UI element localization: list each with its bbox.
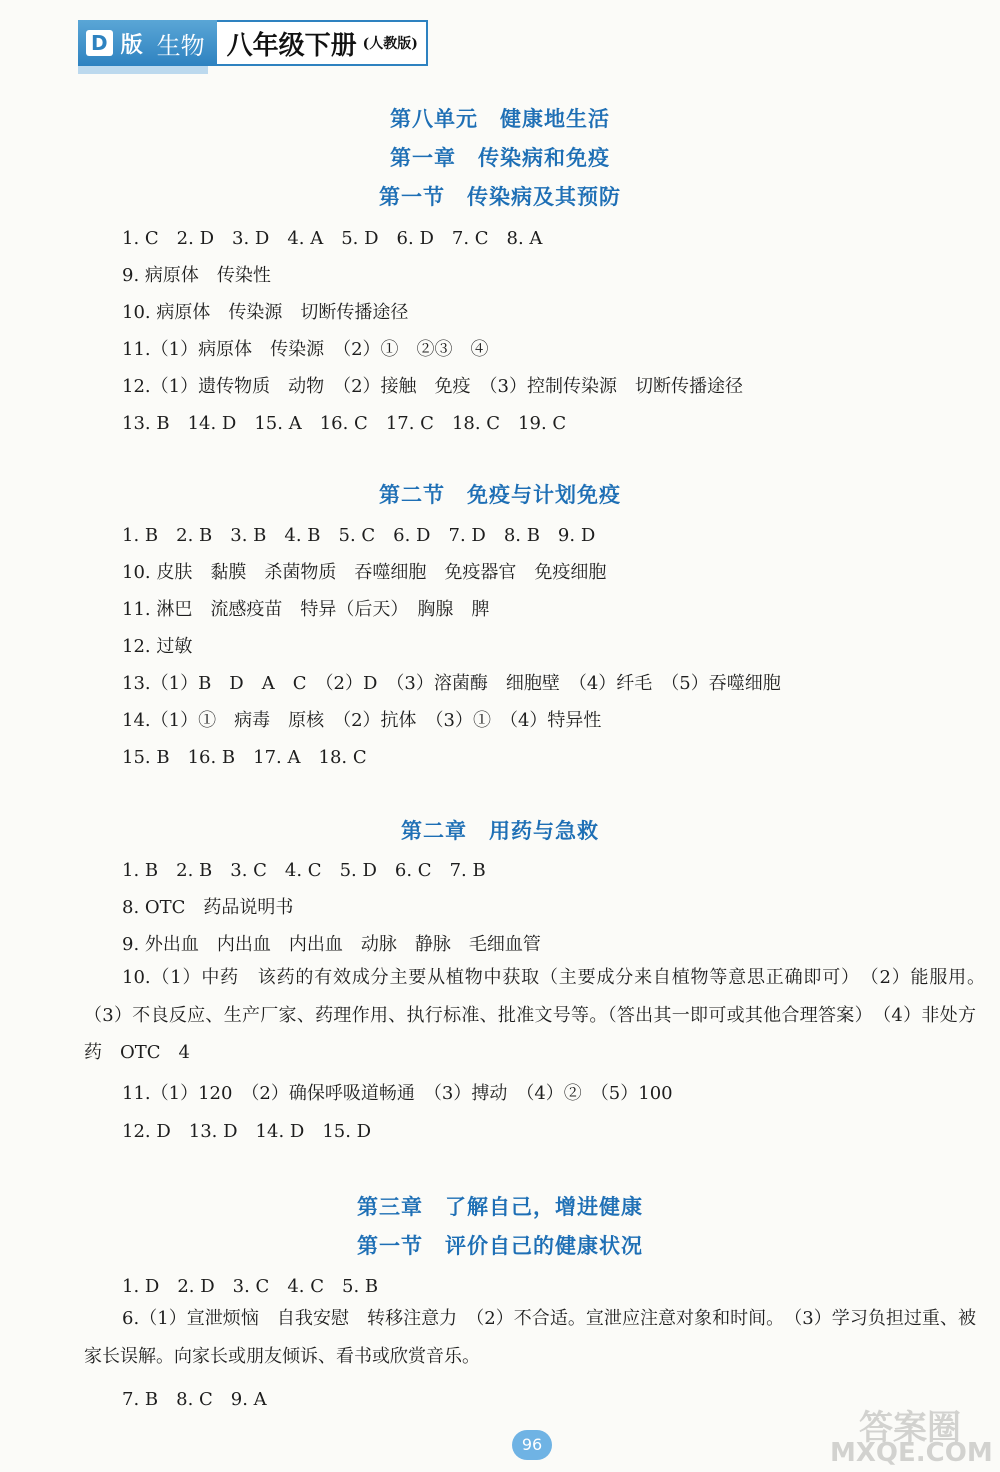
- edition-badge: D: [86, 30, 113, 56]
- answer-line: 14.（1）① 病毒 原核 （2）抗体 （3）① （4）特异性: [122, 710, 602, 731]
- chapter3-heading: 第三章 了解自己，增进健康: [357, 1194, 643, 1219]
- answer-paragraph: 6.（1）宣泄烦恼 自我安慰 转移注意力 （2）不合适。宣泄应注意对象和时间。 （3）学习负担过重、被家长误解。向家长或朋友倾诉、看书或欣赏音乐。: [84, 1308, 976, 1367]
- answer-line: 1. C 2. D 3. D 4. A 5. D 6. D 7. C 8. A: [122, 228, 543, 249]
- answer-line: 12.（1）遗传物质 动物 （2）接触 免疫 （3）控制传染源 切断传播途径: [122, 376, 743, 397]
- section2-heading: 第二节 免疫与计划免疫: [379, 482, 621, 507]
- chapter3-section1-heading: 第一节 评价自己的健康状况: [357, 1233, 643, 1258]
- edition-label: 版: [120, 32, 143, 58]
- answer-line: 1. B 2. B 3. C 4. C 5. D 6. C 7. B: [122, 860, 486, 881]
- book-title-box: [217, 20, 428, 66]
- press-label: (人教版): [362, 36, 418, 52]
- watermark-cn: 答案圈: [859, 1408, 961, 1448]
- answer-line: 11.（1）病原体 传染源 （2）① ②③ ④: [122, 339, 489, 360]
- answer-line: 11.（1）120 （2）确保呼吸道畅通 （3）搏动 （4）② （5）100: [122, 1083, 673, 1104]
- answer-line: 9. 病原体 传染性: [122, 265, 271, 286]
- chapter2-heading: 第二章 用药与急救: [401, 818, 599, 843]
- book-title: 八年级下册: [226, 30, 357, 61]
- section1-heading: 第一节 传染病及其预防: [379, 184, 621, 209]
- header-edition-bar: [78, 20, 217, 66]
- answer-line: 13.（1）B D A C （2）D （3）溶菌酶 细胞壁 （4）纤毛 （5）吞噬细胞: [122, 673, 781, 694]
- subject-label: 生物: [156, 31, 205, 60]
- answer-line: 7. B 8. C 9. A: [122, 1389, 267, 1410]
- answer-line: 10. 病原体 传染源 切断传播途径: [122, 302, 409, 323]
- answer-line: 12. D 13. D 14. D 15. D: [122, 1121, 372, 1142]
- book-header: [78, 20, 428, 66]
- answer-paragraph: 10.（1）中药 该药的有效成分主要从植物中获取（主要成分来自植物等意思正确即可） （2）能服用。 （3）不良反应、生产厂家、药理作用、执行标准、批准文号等。（答出其一即可或其他合理答案） （4）非处方药 OTC 4: [84, 967, 994, 1063]
- answer-line: 13. B 14. D 15. A 16. C 17. C 18. C 19. C: [122, 413, 567, 434]
- answer-line: 15. B 16. B 17. A 18. C: [122, 747, 367, 768]
- unit-heading: 第八单元 健康地生活: [390, 106, 610, 131]
- answer-line: 1. B 2. B 3. B 4. B 5. C 6. D 7. D 8. B 9. D: [122, 525, 596, 546]
- answer-line: 10. 皮肤 黏膜 杀菌物质 吞噬细胞 免疫器官 免疫细胞: [122, 562, 607, 583]
- chapter1-heading: 第一章 传染病和免疫: [390, 145, 610, 170]
- watermark-en: MXQE.COM: [830, 1438, 993, 1468]
- answer-line: 12. 过敏: [122, 636, 193, 657]
- header-underline: [78, 66, 208, 74]
- answer-line: 11. 淋巴 流感疫苗 特异（后天） 胸腺 脾: [122, 599, 490, 620]
- answer-line: 9. 外出血 内出血 内出血 动脉 静脉 毛细血管: [122, 934, 541, 955]
- watermark-logo: [830, 1400, 993, 1470]
- page-number: 96: [512, 1430, 552, 1460]
- answer-line: 8. OTC 药品说明书: [122, 897, 294, 918]
- answer-line: 1. D 2. D 3. C 4. C 5. B: [122, 1276, 379, 1297]
